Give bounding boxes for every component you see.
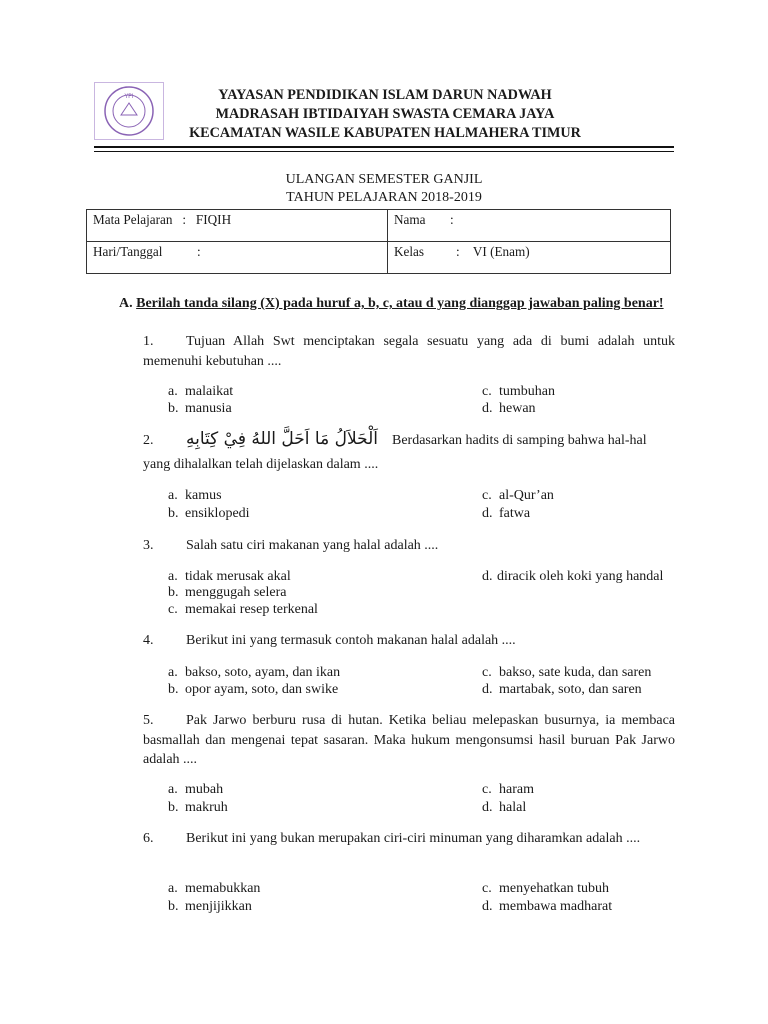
question-text: Pak Jarwo berburu rusa di hutan. Ketika beliau melepaskan busurnya, ia membaca basmallah dan mengenai tepat sasaran. Maka hukum mengonsumsi hasil buruan Pak Jarwo adalah .... xyxy=(143,713,675,767)
section-instruction xyxy=(119,294,675,313)
subject-cell xyxy=(87,210,388,242)
option-b[interactable]: b. menggugah selera xyxy=(168,585,287,600)
subject-label: Mata Pelajaran xyxy=(93,212,173,227)
question-5 xyxy=(143,711,675,770)
option-a[interactable]: a. bakso, soto, ayam, dan ikan xyxy=(168,665,341,680)
class-cell xyxy=(388,242,671,274)
question-text: Berikut ini yang bukan merupakan ciri-ciri minuman yang diharamkan adalah .... xyxy=(186,831,641,846)
question-3 xyxy=(143,536,675,556)
option-c[interactable]: c. memakai resep terkenal xyxy=(168,602,318,617)
option-d[interactable]: d. martabak, soto, dan saren xyxy=(482,682,642,697)
option-a[interactable]: a. tidak merusak akal xyxy=(168,569,291,584)
school-location: KECAMATAN WASILE KABUPATEN HALMAHERA TIMUR xyxy=(189,125,581,141)
option-c[interactable]: c. haram xyxy=(482,782,534,797)
option-c[interactable]: c. menyehatkan tubuh xyxy=(482,881,610,896)
name-label: Nama xyxy=(394,212,426,227)
exam-year: TAHUN PELAJARAN 2018-2019 xyxy=(286,190,482,205)
hadith-arabic: اَلْحَلاَلُ مَا اَحَلَّ اللهُ فِيْ كِتَابِهِ xyxy=(186,429,378,449)
question-1 xyxy=(143,332,675,371)
header-rule-thin xyxy=(94,151,674,152)
option-d[interactable]: d. fatwa xyxy=(482,506,531,521)
question-text-line1: Berdasarkan hadits di samping bahwa hal-hal xyxy=(391,433,647,448)
exam-title: ULANGAN SEMESTER GANJIL xyxy=(285,172,483,187)
student-info-table xyxy=(86,209,671,274)
question-number: 4. xyxy=(143,633,154,648)
option-d[interactable]: d. hewan xyxy=(482,401,536,416)
question-number: 1. xyxy=(143,334,154,349)
day-separator: : xyxy=(197,244,201,259)
question-number: 2. xyxy=(143,433,154,448)
option-d[interactable]: d. diracik oleh koki yang handal xyxy=(482,569,664,584)
question-6 xyxy=(143,829,675,849)
question-2-continued xyxy=(143,455,675,475)
subject-value: FIQIH xyxy=(195,212,232,227)
option-c[interactable]: c. al-Qur’an xyxy=(482,488,554,503)
school-logo xyxy=(94,82,164,140)
question-number: 6. xyxy=(143,831,154,846)
subject-separator: : xyxy=(182,212,187,227)
foundation-name: YAYASAN PENDIDIKAN ISLAM DARUN NADWAH xyxy=(218,87,552,103)
option-b[interactable]: b. makruh xyxy=(168,800,228,815)
school-name: MADRASAH IBTIDAIYAH SWASTA CEMARA JAYA xyxy=(215,106,555,122)
day-cell[interactable] xyxy=(87,242,388,274)
question-text: Salah satu ciri makanan yang halal adalah .... xyxy=(186,538,439,553)
name-cell[interactable] xyxy=(388,210,671,242)
option-d[interactable]: d. halal xyxy=(482,800,527,815)
option-a[interactable]: a. malaikat xyxy=(168,384,234,399)
class-separator: : xyxy=(456,244,460,259)
logo-text: YPI xyxy=(124,93,134,100)
option-b[interactable]: b. opor ayam, soto, dan swike xyxy=(168,682,339,697)
question-number: 5. xyxy=(143,713,154,728)
option-a[interactable]: a. memabukkan xyxy=(168,881,261,896)
option-c[interactable]: c. bakso, sate kuda, dan saren xyxy=(482,665,652,680)
option-d[interactable]: d. membawa madharat xyxy=(482,899,613,914)
header-rule-thick xyxy=(94,146,674,148)
question-text: Tujuan Allah Swt menciptakan segala sesuatu yang ada di bumi adalah untuk memenuhi kebutuhan .... xyxy=(143,334,675,369)
class-label: Kelas xyxy=(394,244,425,259)
option-b[interactable]: b. menjijikkan xyxy=(168,899,252,914)
question-text: Berikut ini yang termasuk contoh makanan halal adalah .... xyxy=(186,633,516,648)
letterhead xyxy=(170,86,600,143)
name-separator: : xyxy=(450,212,454,227)
section-letter: A. xyxy=(119,296,133,311)
day-label: Hari/Tanggal xyxy=(93,244,163,259)
option-c[interactable]: c. tumbuhan xyxy=(482,384,555,399)
question-text-line2: yang dihalalkan telah dijelaskan dalam .... xyxy=(143,457,379,472)
option-a[interactable]: a. mubah xyxy=(168,782,224,797)
option-b[interactable]: b. ensiklopedi xyxy=(168,506,250,521)
exam-title-block xyxy=(94,171,674,207)
option-a[interactable]: a. kamus xyxy=(168,488,222,503)
option-b[interactable]: b. manusia xyxy=(168,401,232,416)
question-number: 3. xyxy=(143,538,154,553)
question-2 xyxy=(143,430,675,451)
question-4 xyxy=(143,631,675,651)
instruction-text: Berilah tanda silang (X) pada huruf a, b, c, atau d yang dianggap jawaban paling benar! xyxy=(136,296,664,311)
class-value: VI (Enam) xyxy=(472,244,530,259)
